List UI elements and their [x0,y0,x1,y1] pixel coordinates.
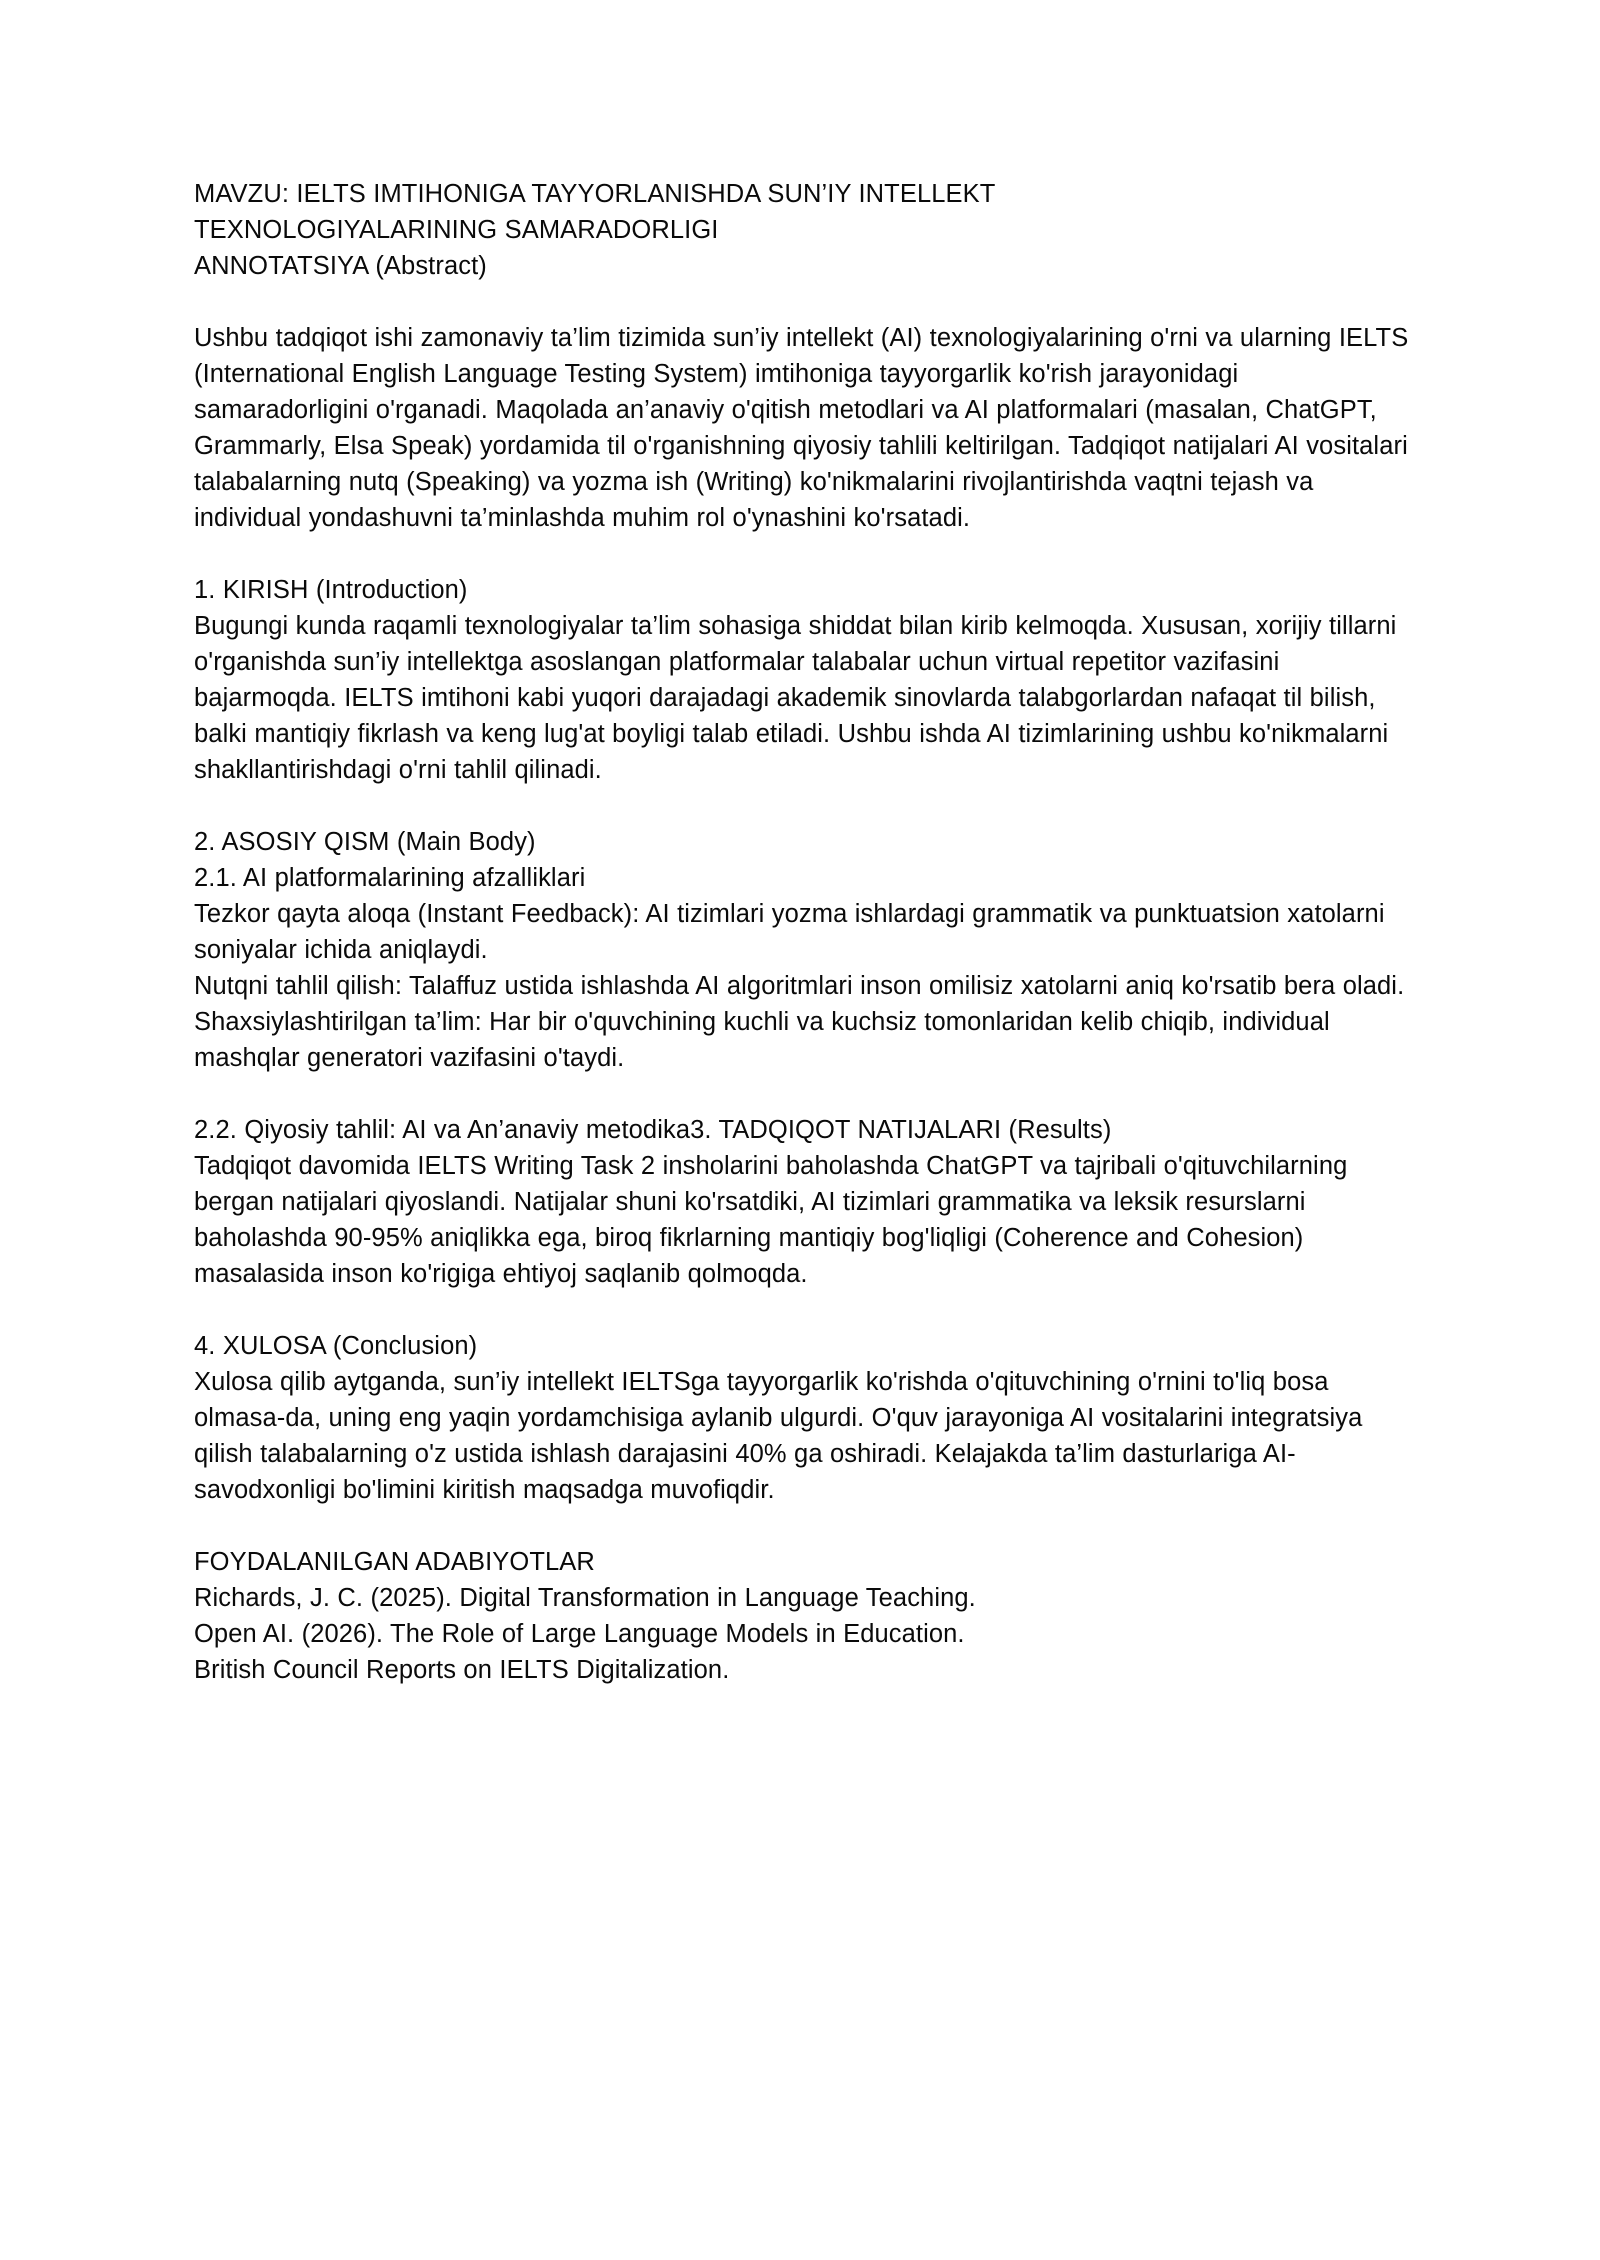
abstract-block [194,320,1409,536]
document-title-line-1: MAVZU: IELTS IMTIHONIGA TAYYORLANISHDA SUN’IY INTELLEKT [194,180,996,208]
section-1-block [194,572,1409,788]
section-3-paragraph: Tadqiqot davomida IELTS Writing Task 2 insholarini baholashda ChatGPT va tajribali o'qituvchilarning bergan natijalari qiyoslandi. Natijalar shuni ko'rsatdiki, AI tizimlari grammatika va leksik resurslarni baholashda 90-95% aniqlikka ega, biroq fikrlarning mantiqiy bog'liqligi (Coherence and Cohesion) masalasida inson ko'rigiga ehtiyoj saqlanib qolmoqda. [194,1152,1348,1288]
section-4-heading: 4. XULOSA (Conclusion) [194,1332,478,1360]
section-2-block [194,824,1409,1076]
abstract-paragraph: Ushbu tadqiqot ishi zamonaviy ta’lim tizimida sun’iy intellekt (AI) texnologiyalarining o'rni va ularning IELTS (International English Language Testing System) imtihoniga tayyorgarlik ko'rish jarayonidagi samaradorligini o'rganadi. Maqolada an’anaviy o'qitish metodlari va AI platformalari (masalan, ChatGPT, Grammarly, Elsa Speak) yordamida til o'rganishning qiyosiy tahlili keltirilgan. Tadqiqot natijalari AI vositalari talabalarning nutq (Speaking) va yozma ish (Writing) ko'nikmalarini rivojlantirishda vaqtni tejash va individual yondashuvni ta’minlashda muhim rol o'ynashini ko'rsatadi. [194,324,1409,532]
section-2-heading: 2. ASOSIY QISM (Main Body) [194,828,536,856]
reference-item: British Council Reports on IELTS Digitalization. [194,1656,730,1684]
document-text-column [194,176,1409,1688]
section-2-point-2: Nutqni tahlil qilish: Talaffuz ustida ishlashda AI algoritmlari inson omilisiz xatolarni aniq ko'rsatib bera oladi. [194,972,1405,1000]
section-1-heading: 1. KIRISH (Introduction) [194,576,468,604]
document-title-line-2: TEXNOLOGIYALARINING SAMARADORLIGI [194,216,719,244]
title-block [194,176,1409,284]
section-4-block [194,1328,1409,1508]
reference-item: Open AI. (2026). The Role of Large Language Models in Education. [194,1620,965,1648]
section-2-point-1: Tezkor qayta aloqa (Instant Feedback): AI tizimlari yozma ishlardagi grammatik va punktuatsion xatolarni soniyalar ichida aniqlaydi. [194,900,1385,964]
section-3-heading: 2.2. Qiyosiy tahlil: AI va An’anaviy metodika3. TADQIQOT NATIJALARI (Results) [194,1116,1112,1144]
section-4-paragraph: Xulosa qilib aytganda, sun’iy intellekt IELTSga tayyorgarlik ko'rishda o'qituvchining o'rnini to'liq bosa olmasa-da, uning eng yaqin yordamchisiga aylanib ulgurdi. O'quv jarayoniga AI vositalarini integratsiya qilish talabalarning o'z ustida ishlash darajasini 40% ga oshiradi. Kelajakda ta’lim dasturlariga AI-savodxonligi bo'limini kiritish maqsadga muvofiqdir. [194,1368,1363,1504]
section-3-block [194,1112,1409,1292]
section-2-point-3: Shaxsiylashtirilgan ta’lim: Har bir o'quvchining kuchli va kuchsiz tomonlaridan kelib chiqib, individual mashqlar generatori vazifasini o'taydi. [194,1008,1330,1072]
references-block [194,1544,1409,1688]
section-1-paragraph: Bugungi kunda raqamli texnologiyalar ta’lim sohasiga shiddat bilan kirib kelmoqda. Xususan, xorijiy tillarni o'rganishda sun’iy intellektga asoslangan platformalar talabalar uchun virtual repetitor vazifasini bajarmoqda. IELTS imtihoni kabi yuqori darajadagi akademik sinovlarda talabgorlardan nafaqat til bilish, balki mantiqiy fikrlash va keng lug'at boyligi talab etiladi. Ushbu ishda AI tizimlarining ushbu ko'nikmalarni shakllantirishdagi o'rni tahlil qilinadi. [194,612,1397,784]
section-2-subheading: 2.1. AI platformalarining afzalliklari [194,864,586,892]
reference-item: Richards, J. C. (2025). Digital Transformation in Language Teaching. [194,1584,976,1612]
references-heading: FOYDALANILGAN ADABIYOTLAR [194,1548,595,1576]
abstract-heading: ANNOTATSIYA (Abstract) [194,252,487,280]
